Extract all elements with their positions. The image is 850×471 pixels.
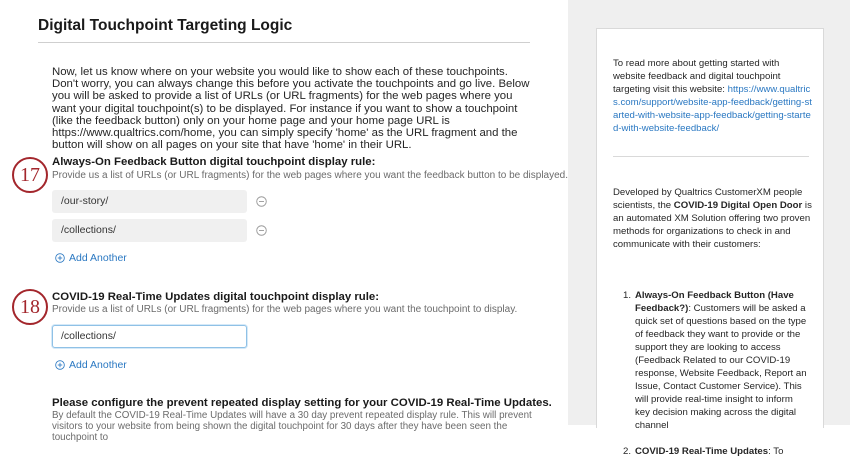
covid-updates-rule-title: COVID-19 Real-Time Updates digital touchpoint display rule: <box>52 291 380 303</box>
list-item-title: Always-On Feedback Button (Have Feedback?) <box>635 290 794 314</box>
feedback-button-rule-title: Always-On Feedback Button digital touchpoint display rule: <box>52 156 376 168</box>
card-divider <box>613 156 809 157</box>
remove-circle-icon[interactable] <box>256 196 267 207</box>
list-item-title: COVID-19 Real-Time Updates <box>635 446 769 457</box>
list-item <box>613 445 809 458</box>
prevent-repeat-description: By default the COVID-19 Real-Time Updates will have a 30 day prevent repeated display rule. This will prevent visitors to your website from being shown the digital touchpoint for 30 days after they have been seen the touchpoint to <box>52 410 532 443</box>
plus-circle-icon <box>55 253 65 263</box>
prevent-repeat-title: Please configure the prevent repeated display setting for your COVID-19 Real-Time Updates. <box>52 397 552 409</box>
list-item-text: : To <box>768 446 784 457</box>
add-another-button[interactable] <box>55 359 127 371</box>
step-badge-18: 18 <box>12 289 48 325</box>
add-another-label: Add Another <box>69 359 127 371</box>
list-item <box>613 289 809 432</box>
remove-circle-icon[interactable] <box>256 225 267 236</box>
solution-text: Developed by Qualtrics CustomerXM people scientists, the <box>613 187 803 211</box>
support-link[interactable]: https://www.qualtrics.com/support/website-app-feedback/getting-started-with-website-app-feedback/getting-started-with-website-feedback/ <box>613 84 812 134</box>
plus-circle-icon <box>55 360 65 370</box>
info-text: To read more about getting started with website feedback and digital touchpoint targeting visit this website: <box>613 58 781 95</box>
url-field[interactable]: /collections/ <box>52 219 247 242</box>
list-item-text: : Customers will be asked a quick set of questions based on the type of feedback they want to provide or the support they are looking to access (Feedback Related to our COVID-19 response, Website Feedback, Report an Issue, Contact Customer Service). This will provide real-time insight to inform key decision making across the digital channel <box>635 303 807 431</box>
url-field[interactable]: /collections/ <box>52 325 247 348</box>
solution-name: COVID-19 Digital Open Door <box>673 200 803 211</box>
info-paragraph <box>613 57 813 135</box>
solution-text-after: is an automated XM Solution offering two proven methods for organizations to check in and communicate with their customers: <box>613 200 812 250</box>
list-number: 1. <box>623 290 632 301</box>
feedback-button-rule-description: Provide us a list of URLs (or URL fragments) for the web pages where you want the feedback button to be displayed. <box>52 170 569 181</box>
add-another-button[interactable] <box>55 252 127 264</box>
add-another-label: Add Another <box>69 252 127 264</box>
covid-updates-rule-description: Provide us a list of URLs (or URL fragments) for the web pages where you want the touchpoint to display. <box>52 304 518 315</box>
methods-list <box>613 289 809 471</box>
info-card <box>596 28 824 457</box>
list-number: 2. <box>623 446 632 457</box>
solution-paragraph <box>613 186 813 251</box>
url-field[interactable]: /our-story/ <box>52 190 247 213</box>
page-title: Digital Touchpoint Targeting Logic <box>38 17 293 34</box>
step-badge-17: 17 <box>12 157 48 193</box>
title-divider <box>38 42 530 43</box>
intro-text: Now, let us know where on your website you would like to show each of these touchpoints. Don't worry, you can always change this before you activate the touchpoints and go live. Below you will be asked to provide a list of URLs (or URL fragments) for the web pages where you want your digital touchpoint(s) to be displayed. For instance if you want to show a touchpoint (like the feedback button) only on your home page and your home page URL is https://www.qualtrics.com/home, you can simply specify 'home' as the URL fragment and the button will show on all pages on your site that have 'home' in their URL. <box>52 66 530 152</box>
